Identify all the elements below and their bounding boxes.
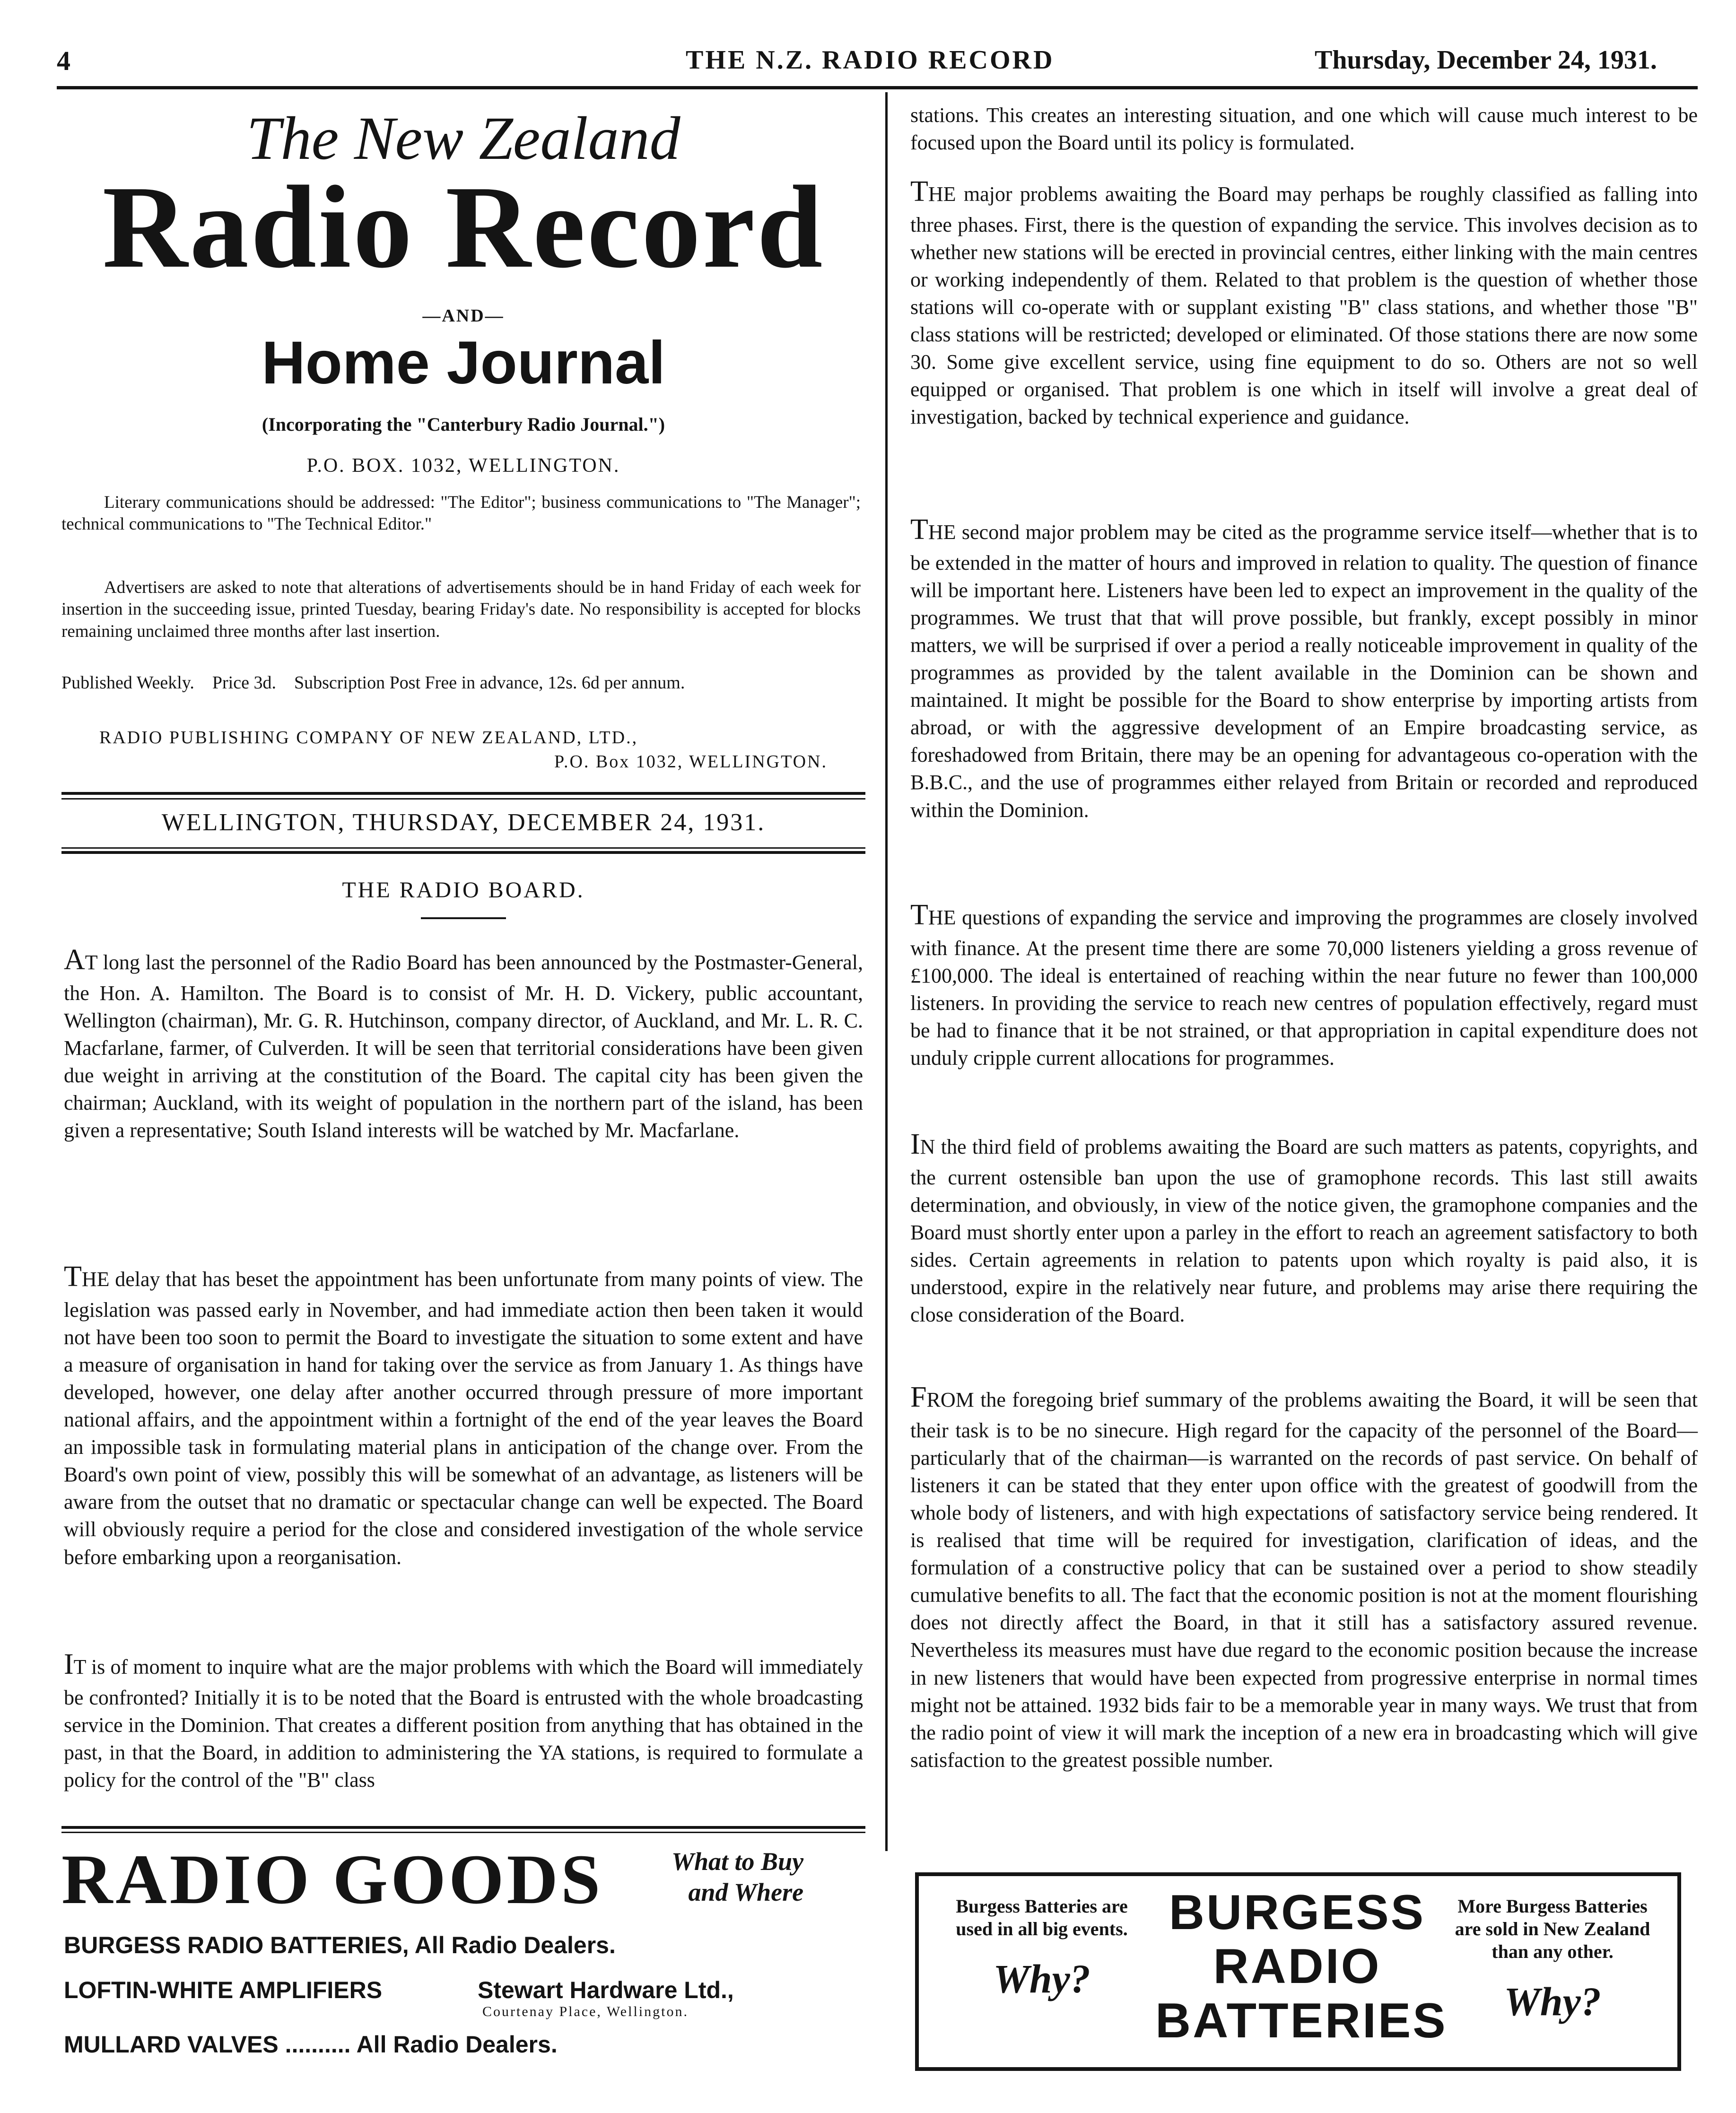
product-name: BURGESS RADIO BATTERIES, (64, 1932, 409, 1958)
paragraph-8 (910, 1378, 1698, 1774)
burgess-brand (1155, 1885, 1448, 2048)
ad-rule (61, 1826, 865, 1829)
brand-line-2: RADIO (1213, 1939, 1381, 1994)
page-number: 4 (57, 45, 70, 76)
masthead-title: Radio Record (102, 161, 825, 293)
title-rule (421, 917, 506, 919)
article-title: THE RADIO BOARD. (342, 878, 585, 903)
masthead-line-1: The New Zealand (246, 104, 680, 173)
dateline-rule-bottom-2 (61, 851, 865, 854)
ad-rule-2 (61, 1832, 865, 1833)
burgess-ad (915, 1872, 1681, 2071)
publication-terms (61, 671, 861, 695)
burgess-left-text: Burgess Batteries are used in all big events. (956, 1896, 1128, 1939)
dateline-rule-bottom (61, 847, 865, 849)
dealer-name: Stewart Hardware Ltd., (478, 1977, 734, 2003)
drop-cap: T (64, 1261, 82, 1293)
masthead-and: —AND— (422, 305, 505, 326)
paragraph-3 (64, 1645, 863, 1794)
burgess-left-why: Why? (993, 1956, 1090, 2001)
subscription: Subscription Post Free in advance, 12s. 6d per annum. (294, 673, 685, 693)
publisher-name: RADIO PUBLISHING COMPANY OF NEW ZEALAND, LTD., (99, 728, 638, 748)
drop-cap: T (910, 175, 928, 208)
ad-line-loftin-dealer (478, 1976, 734, 2020)
burgess-right (1448, 1895, 1657, 2026)
masthead (61, 102, 865, 477)
paragraph-text: N the third field of problems awaiting the Board are such matters as patents, copyrights, and the current ostensible ban upon the use of gramophone records. This last still awaits determination, and obviously, in view of the notice given, the gramophone companies and the Board must shortly enter upon a parley in the effort to reach an agreement satisfactory to both sides. Certain agreements in relation to patents upon which royalty is paid also, it is understood, expire in the relatively near future, and problems may arise there requiring the close consideration of the Board. (910, 1135, 1698, 1327)
masthead-incorporating: (Incorporating the "Canterbury Radio Journal.") (262, 413, 665, 435)
radio-goods-heading: RADIO GOODS (61, 1840, 603, 1919)
dateline-rule-top (61, 792, 865, 795)
running-title: THE N.Z. RADIO RECORD (686, 45, 1055, 75)
ad-line-mullard (64, 2031, 558, 2058)
paragraph-7 (910, 1125, 1698, 1329)
publisher (99, 726, 828, 774)
paragraph-text: HE delay that has beset the appointment has been unfortunate from many points of view. The legislation was passed early in November, and had immediate action then been taken it would not have been too soon to permit the Board to investigate the situation to some extent and have a measure of organisation in hand for taking over the service as from January 1. As things have developed, however, one delay after another occurred through pressure of more important national affairs, and the appointment within a fortnight of the end of the year leaves the Board an impossible task in formulating material plans in anticipation of the change over. From the Board's own point of view, possibly this will be somewhat of an advantage, as listeners will be aware from the outset that no dramatic or spectacular change can well be expected. The Board will obviously require a period for the close and considered investigation of the whole service before embarking upon a reorganisation. (64, 1268, 863, 1569)
paragraph-text: ROM the foregoing brief summary of the problems awaiting the Board, it will be seen that their task is to be no sinecure. High regard for the capacity of the personnel of the Board—particularly that of the chairman—is warranted on the records of past service. On behalf of listeners it can be stated that they enter upon office with the greatest of goodwill from the whole body of listeners, and with high expectations of satisfactory service being rendered. It is realised that time will be required for investigation, clarification of ideas, and the formulation of a constructive policy that can be sustained over a period to show steadily cumulative benefits to all. The fact that the economic position is not at the moment flourishing does not directly affect the Board, in that it still has a satisfactory assured revenue. Nevertheless its measures must have due regard to the economic position because the increase in new listeners that would have been expected from progressive enterprise in normal times might not be attained. 1932 bids fair to be a memorable year in many ways. We trust that from the radio point of view it will mark the inception of a new era in broadcasting which will give satisfaction to the greatest possible number. (910, 1388, 1698, 1772)
issue-date: Thursday, December 24, 1931. (1315, 45, 1657, 75)
burgess-right-why: Why? (1504, 1979, 1601, 2024)
drop-cap: T (910, 899, 928, 931)
price: Price 3d. (212, 673, 276, 693)
masthead-home-journal: Home Journal (262, 329, 665, 397)
tagline-line-2: and Where (688, 1878, 804, 1906)
ad-line-loftin-product: LOFTIN-WHITE AMPLIFIERS (64, 1977, 383, 2003)
drop-cap: I (64, 1648, 74, 1680)
drop-cap: A (64, 944, 85, 976)
dot-leader: .......... (285, 2031, 351, 2058)
dateline-rule-top-2 (61, 798, 865, 800)
paragraph-1 (64, 941, 863, 1144)
dealer-name: All Radio Dealers. (356, 2031, 558, 2058)
paragraph-4 (910, 173, 1698, 431)
paragraph-text: stations. This creates an interesting situation, and one which will cause much interest to be focused upon the Board until its policy is formulated. (910, 104, 1698, 155)
column-divider (885, 92, 888, 1851)
masthead-po-box: P.O. BOX. 1032, WELLINGTON. (306, 454, 620, 477)
burgess-left (938, 1895, 1146, 2003)
brand-line-1: BURGESS (1169, 1885, 1426, 1940)
published-weekly: Published Weekly. (61, 673, 194, 693)
dealer-name: All Radio Dealers. (414, 1932, 616, 1958)
drop-cap: F (910, 1381, 927, 1413)
burgess-right-text: More Burgess Batteries are sold in New Zealand than any other. (1455, 1896, 1650, 1962)
paragraph-text: HE questions of expanding the service and improving the programmes are closely involved with finance. At the present time there are some 70,000 listeners yielding a gross revenue of £100,000. The ideal is entertained of reaching within the near future no fewer than 100,000 listeners. In providing the service to reach new centres of population effectively, regard must be had to finance that it be not strained, or that appropriation in capital expenditure does not unduly cripple current allocations for programmes. (910, 906, 1698, 1070)
radio-goods-tagline (672, 1846, 803, 1908)
paragraph-text: T long last the personnel of the Radio Board has been announced by the Postmaster-General, the Hon. A. Hamilton. The Board is to consist of Mr. H. D. Vickery, public accountant, Wellington (chairman), Mr. G. R. Hutchinson, company director, of Auckland, and Mr. L. R. C. Macfarlane, farmer, of Culverden. It will be seen that territorial considerations have been given due weight in arriving at the constitution of the Board. The capital city has been given the chairman; Auckland, with its weight of population in the northern part of the island, has been given a representative; South Island interests will be watched by Mr. Macfarlane. (64, 951, 863, 1142)
dealer-address: Courtenay Place, Wellington. (482, 2004, 689, 2019)
tagline-line-1: What to Buy (672, 1847, 804, 1876)
paragraph-2 (64, 1258, 863, 1571)
paragraph-6 (910, 896, 1698, 1072)
ad-line-burgess (64, 1931, 616, 1959)
advertisers-note: Advertisers are asked to note that alterations of advertisements should be in hand Friday of each week for insertion in the succeeding issue, printed Tuesday, bearing Friday's date. No responsibility is accepted for blocks remaining unclaimed three months after last insertion. (61, 578, 861, 641)
paragraph-text: HE major problems awaiting the Board may perhaps be roughly classified as falling into three phases. First, there is the question of expanding the service. This involves decision as to whether new stations will be erected in provincial centres, either linking with the main centres or working independently of them. Related to that problem is the question of whether those stations will co-operate with or supplant existing "B" class stations, and whether those "B" class stations will be restricted; developed or eliminated. Of those stations there are now some 30. Some give excellent service, using fine equipment to do so. Others are not so well equipped or organised. That problem is one which in itself will involve a great deal of investigation, backed by technical experience and guidance. (910, 183, 1698, 429)
brand-line-3: BATTERIES (1155, 1993, 1448, 2048)
paragraph-5 (910, 511, 1698, 824)
literary-note: Literary communications should be addressed: "The Editor"; business communications to "The Manager"; technical communications to "The Technical Editor." (61, 493, 861, 534)
header-rule (57, 86, 1698, 89)
paragraph-text: T is of moment to inquire what are the major problems with which the Board will immediately be confronted? Initially it is to be noted that the Board is entrusted with the whole broadcasting service in the Dominion. That creates a different position from anything that has obtained in the past, in that the Board, in addition to administering the YA stations, is required to formulate a policy for the control of the "B" class (64, 1655, 863, 1792)
drop-cap: T (910, 513, 928, 546)
dateline: WELLINGTON, THURSDAY, DECEMBER 24, 1931. (161, 809, 766, 836)
paragraph-text: HE second major problem may be cited as the programme service itself—whether that is to be extended in the matter of hours and improved in relation to quality. The question of finance will be important here. Listeners have been led to expect an improvement in the quality of the programmes. We trust that that will prove possible, but frankly, except possibly in minor matters, we will be surprised if over a period a really noticeable improvement in quality of the programmes as provided by the talent available in the Dominion can be shown and maintained. It might be possible for the Board to show enterprise by importing artists from abroad, or with the aggressive development of an Empire broadcasting service, as foreshadowed from Britain, there may be an opening for advantageous co-operation with the B.B.C., and the use of programmes either relayed from Britain or recorded and reproduced within the Dominion. (910, 521, 1698, 822)
drop-cap: I (910, 1128, 920, 1160)
product-name: MULLARD VALVES (64, 2031, 279, 2058)
publisher-address: P.O. Box 1032, WELLINGTON. (554, 752, 828, 772)
paragraph-continued (910, 102, 1698, 157)
